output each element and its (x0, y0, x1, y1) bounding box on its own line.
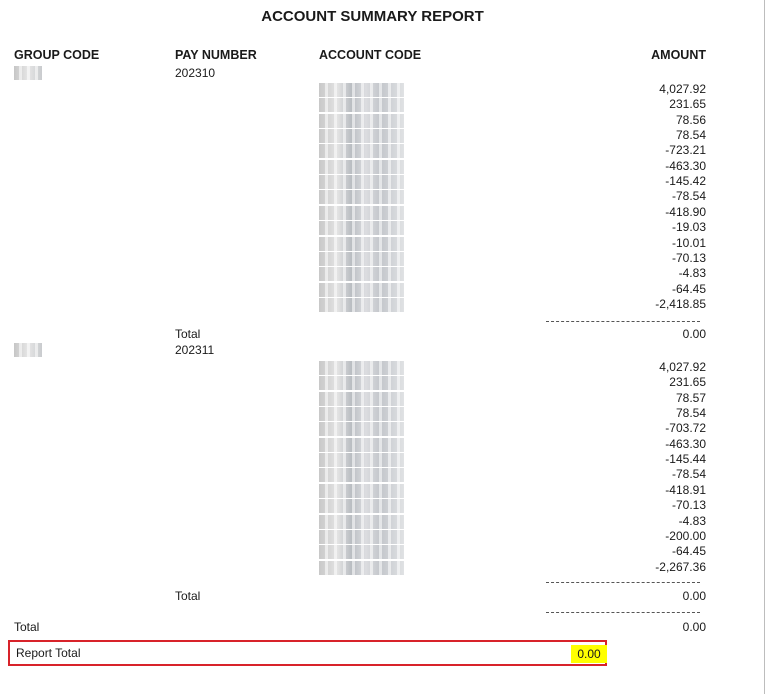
redacted-account-code (319, 468, 404, 482)
redacted-account-code (319, 499, 404, 513)
report-total-box (8, 640, 607, 666)
redacted-account-code (319, 206, 404, 220)
redacted-account-code (319, 144, 404, 158)
amount-value: -70.13 (671, 250, 706, 265)
amount-value: -64.45 (671, 544, 706, 559)
column-header-account-code: ACCOUNT CODE (319, 48, 422, 62)
redacted-account-code (319, 283, 404, 297)
redacted-account-code (319, 453, 404, 467)
amount-value: -2,267.36 (655, 559, 706, 574)
amount-value: -418.91 (665, 482, 706, 497)
group-total-label: Total (175, 327, 201, 341)
amount-value: -19.03 (671, 220, 706, 235)
subtotal-rule (546, 582, 700, 583)
redacted-account-code (319, 252, 404, 266)
redacted-account-code (319, 160, 404, 174)
report-total-value: 0.00 (571, 645, 607, 663)
redacted-account-code (319, 298, 404, 312)
amount-value: 4,027.92 (659, 360, 706, 374)
amount-value: -64.45 (671, 281, 706, 296)
redacted-group-code (14, 343, 42, 357)
redacted-account-code (319, 530, 404, 544)
redacted-account-code (319, 392, 404, 406)
amount-value: -418.90 (665, 204, 706, 219)
redacted-group-code (14, 66, 42, 80)
amount-value: -703.72 (665, 421, 706, 436)
amount-value: -723.21 (665, 143, 706, 158)
redacted-account-code (319, 376, 404, 390)
redacted-account-code (319, 515, 404, 529)
overall-total-label: Total (14, 620, 40, 634)
column-header-pay-number: PAY NUMBER (175, 48, 257, 62)
redacted-account-code (319, 407, 404, 421)
amount-value: -2,418.85 (655, 296, 706, 311)
redacted-account-code (319, 267, 404, 281)
redacted-account-code (319, 438, 404, 452)
redacted-account-code (319, 175, 404, 189)
pay-number: 202311 (175, 343, 215, 357)
amount-value: -4.83 (678, 513, 706, 528)
redacted-account-code (319, 361, 404, 375)
amount-value: -78.54 (671, 467, 706, 482)
amount-value: -78.54 (671, 189, 706, 204)
redacted-account-code (319, 545, 404, 559)
amount-value: 78.56 (675, 112, 706, 127)
amount-value: -463.30 (665, 436, 706, 451)
redacted-account-code (319, 83, 404, 97)
redacted-account-code (319, 422, 404, 436)
page-edge-rule (764, 0, 765, 694)
subtotal-rule (546, 321, 700, 322)
amount-value: 78.54 (675, 406, 706, 421)
column-header-group-code: GROUP CODE (14, 48, 100, 62)
amount-value: 4,027.92 (659, 82, 706, 96)
redacted-account-code (319, 561, 404, 575)
redacted-account-code (319, 484, 404, 498)
pay-number: 202310 (175, 66, 216, 80)
amount-value: -145.42 (665, 174, 706, 189)
amount-value: -70.13 (671, 498, 706, 513)
amount-value: -10.01 (671, 235, 706, 250)
redacted-account-code (319, 114, 404, 128)
amount-value: 78.57 (675, 390, 706, 405)
group-total-value: 0.00 (682, 589, 706, 603)
total-rule (546, 612, 700, 613)
report-title: ACCOUNT SUMMARY REPORT (261, 8, 484, 25)
group-total-label: Total (175, 589, 201, 603)
report-total-label: Report Total (16, 646, 81, 660)
amount-value: -200.00 (665, 528, 706, 543)
amount-value: 231.65 (669, 375, 706, 390)
redacted-account-code (319, 129, 404, 143)
amount-value: 231.65 (669, 97, 706, 112)
amount-value: -4.83 (678, 266, 706, 281)
redacted-account-code (319, 190, 404, 204)
group-total-value: 0.00 (682, 327, 706, 341)
column-header-amount: AMOUNT (651, 48, 706, 62)
overall-total-value: 0.00 (682, 620, 706, 634)
redacted-account-code (319, 237, 404, 251)
amount-value: -463.30 (665, 158, 706, 173)
amount-value: 78.54 (675, 128, 706, 143)
redacted-account-code (319, 98, 404, 112)
amount-value: -145.44 (665, 452, 706, 467)
redacted-account-code (319, 221, 404, 235)
